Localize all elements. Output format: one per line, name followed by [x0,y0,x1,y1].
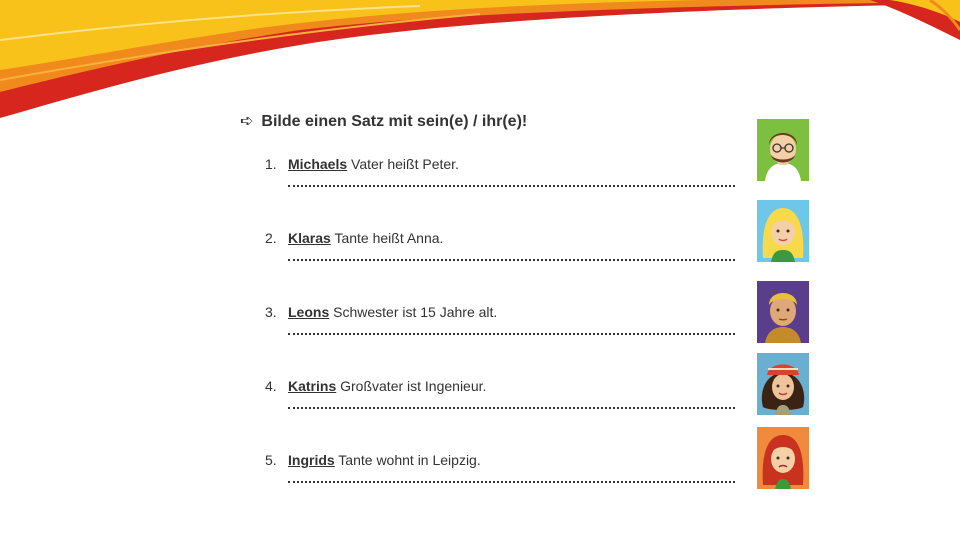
instruction-text: Bilde einen Satz mit sein(e) / ihr(e)! [261,113,528,130]
woman-with-hat-avatar [757,353,809,415]
exercise-sentence [265,378,740,394]
exercise-sentence [265,156,740,172]
blond-man-avatar [757,281,809,343]
item-number: 2. [265,230,277,246]
man-with-glasses-avatar [757,119,809,181]
instruction-heading [240,111,527,131]
sentence-rest: Tante heißt Anna. [330,230,444,246]
possessor-name: Klaras [288,230,331,246]
sentence-rest: Tante wohnt in Leipzig. [334,452,481,468]
exercise-item-4 [265,378,740,409]
exercise-sentence [265,304,740,320]
exercise-item-2 [265,230,740,261]
pointing-finger-icon: ➪ [240,113,254,130]
possessor-name: Katrins [288,378,337,394]
sentence-rest: Großvater ist Ingenieur. [336,378,487,394]
possessor-name: Michaels [288,156,348,172]
blonde-woman-avatar [757,200,809,262]
item-number: 5. [265,452,277,468]
item-number: 1. [265,156,277,172]
exercise-item-3 [265,304,740,335]
sentence-rest: Schwester ist 15 Jahre alt. [329,304,498,320]
item-number: 4. [265,378,277,394]
exercise-sentence [265,452,740,468]
possessor-name: Ingrids [288,452,335,468]
possessor-name: Leons [288,304,330,320]
answer-line[interactable] [288,481,735,483]
sentence-rest: Vater heißt Peter. [347,156,459,172]
answer-line[interactable] [288,259,735,261]
red-haired-woman-avatar [757,427,809,489]
answer-line[interactable] [288,185,735,187]
exercise-item-5 [265,452,740,483]
item-number: 3. [265,304,277,320]
answer-line[interactable] [288,333,735,335]
answer-line[interactable] [288,407,735,409]
exercise-item-1 [265,156,740,187]
exercise-sentence [265,230,740,246]
